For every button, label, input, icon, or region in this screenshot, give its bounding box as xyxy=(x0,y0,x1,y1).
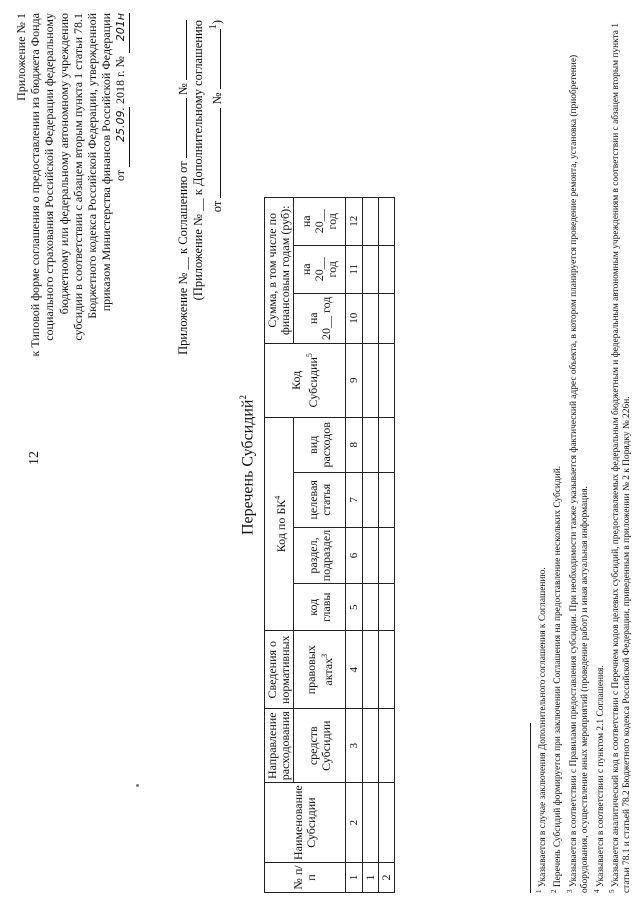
ref-text: Приложение № __ к Соглашению от xyxy=(176,161,190,355)
table-cell xyxy=(363,709,379,783)
footnote xyxy=(592,13,607,893)
footnote-ref: 5 xyxy=(305,353,314,358)
column-number: 1 xyxy=(346,863,363,893)
ref-text: № xyxy=(176,83,190,96)
col-sum-year xyxy=(294,245,346,293)
ref-line-2: (Приложение № __ к Дополнительному соглашению xyxy=(191,20,205,301)
header-row xyxy=(265,197,294,892)
footnote xyxy=(607,13,634,893)
footnote-number: 2 xyxy=(550,889,559,893)
subsidies-table xyxy=(264,197,395,893)
table-cell xyxy=(379,343,395,417)
footnote-number: 4 xyxy=(592,889,601,893)
table-cell xyxy=(379,197,395,245)
blank-field xyxy=(186,20,187,80)
table-cell xyxy=(363,197,379,245)
footnote xyxy=(565,13,592,893)
header-text: 20__ xyxy=(312,257,326,282)
footnote-number: 1 xyxy=(535,889,543,893)
handwritten-number: 201н xyxy=(114,13,129,53)
table-cell xyxy=(363,584,379,631)
col-code-header xyxy=(265,343,346,417)
column-number: 12 xyxy=(346,197,363,245)
table-cell xyxy=(363,343,379,417)
column-number: 8 xyxy=(346,417,363,472)
date-suffix: 2018 г. № xyxy=(113,56,128,105)
table-cell xyxy=(379,709,395,783)
col-name-header: Наименование Субсидии xyxy=(265,783,346,863)
col-sum-header: Сумма, в том числе по финансовым годам (руб): xyxy=(265,197,294,343)
blank-field xyxy=(220,29,221,89)
table-cell xyxy=(363,417,379,472)
annex-line: Приложение № 1 xyxy=(14,13,28,101)
table-cell xyxy=(363,527,379,583)
footnote xyxy=(534,13,549,893)
header-text: 20__ xyxy=(318,315,333,340)
row-number: 2 xyxy=(379,863,395,893)
col-bk-header xyxy=(265,417,294,630)
annex-line: субсидии в соответствии с абзацем вторым пункта 1 статьи 78.1 xyxy=(70,13,85,341)
page-number: 12 xyxy=(27,451,42,465)
footnote-text: Указывается в соответствии с Правилами предоставления субсидии. При необходимости также указывается фактический адрес объекта, в котором планируется проведение ремонта, установка (приобретение) оборудования, осуществление иных мероприятий (проведение работ) и иная актуальная информация. xyxy=(568,54,591,893)
footnote-ref: 4 xyxy=(272,495,282,500)
footnote-ref: 2 xyxy=(238,395,248,400)
row-number: 1 xyxy=(363,863,379,893)
column-number: 11 xyxy=(346,245,363,293)
column-number: 9 xyxy=(346,343,363,417)
footnote-ref: 3 xyxy=(319,653,329,658)
header-text: Код по БК xyxy=(273,499,288,553)
table-cell xyxy=(379,417,395,472)
col-bk-sub: целевая статья xyxy=(294,472,346,527)
column-number: 7 xyxy=(346,472,363,527)
header-text: на xyxy=(305,312,320,325)
footnote-text: Перечень Субсидий формируется при заключении Соглашения на предоставление нескольких Субсидий. xyxy=(553,465,564,888)
annex-header xyxy=(14,13,130,385)
ref-text: от xyxy=(210,200,225,213)
footnote xyxy=(549,13,564,893)
table-row xyxy=(363,197,379,892)
handwritten-date: 25.09. xyxy=(114,107,129,167)
header-text: 20__ xyxy=(312,209,326,234)
page-title xyxy=(238,395,257,535)
table-cell xyxy=(379,584,395,631)
column-number: 6 xyxy=(346,527,363,583)
column-number: 5 xyxy=(346,584,363,631)
header-text: на xyxy=(299,215,313,228)
scan-speck xyxy=(136,784,139,787)
header-text: на xyxy=(299,263,313,276)
header-text: Код Субсидии xyxy=(289,357,320,408)
blank-field xyxy=(186,98,187,158)
footnote-ref: 1 xyxy=(208,24,219,30)
ref-text: № xyxy=(210,92,225,105)
footnotes xyxy=(534,13,634,893)
annex-line: к Типовой форме соглашения о предоставлении из бюджета Фонда xyxy=(28,13,43,357)
footnote-text: Указывается аналитический код в соответствии с Перечнем кодов целевых субсидий, предоставляемых федеральным бюджетным и федеральным автономным учреждениям в соответствии с абзацем вторым пункта 1 статьи 78.1 и статьей 78.2 Бюджетного кодекса Российской Федерации, приведенным в приложении № 2 к Порядку № 226н. xyxy=(611,23,633,893)
date-prefix: от xyxy=(113,170,128,182)
annex-line: Бюджетного кодекса Российской Федерации, утвержденной xyxy=(85,13,100,319)
table-cell xyxy=(363,631,379,709)
table-cell xyxy=(363,245,379,293)
header-text: год xyxy=(318,296,333,313)
ref-line-3 xyxy=(206,20,225,360)
footnote-divider xyxy=(530,723,531,893)
table-cell xyxy=(363,293,379,343)
table-cell xyxy=(379,631,395,709)
table-cell xyxy=(363,472,379,527)
col-sum-year xyxy=(294,197,346,245)
col-bk-sub: код главы xyxy=(294,584,346,631)
column-number: 3 xyxy=(346,709,363,783)
column-numbering-row xyxy=(346,197,363,892)
table-cell xyxy=(379,245,395,293)
footnote-number: 5 xyxy=(607,889,616,893)
col-norm-sub xyxy=(294,631,346,709)
header-text: год xyxy=(325,261,339,278)
table-cell xyxy=(379,293,395,343)
annex-line: бюджетному или федеральному автономному учреждению xyxy=(56,13,71,315)
ref-text: ) xyxy=(210,20,225,25)
col-bk-sub: вид расходов xyxy=(294,417,346,472)
annex-date-line xyxy=(113,13,129,385)
col-number-header: № п/п xyxy=(265,863,346,893)
col-direction-header: Направление расходования xyxy=(265,709,294,783)
col-bk-sub: раздел, подраздел xyxy=(294,527,346,583)
column-number: 4 xyxy=(346,631,363,709)
ref-line-1 xyxy=(176,20,191,360)
column-number: 10 xyxy=(346,293,363,343)
col-direction-sub: средств Субсидии xyxy=(294,709,346,783)
col-sum-year xyxy=(294,293,346,343)
table-cell xyxy=(379,527,395,583)
footnote-text: Указывается в соответствии с пунктом 2.1 Соглашения. xyxy=(595,665,606,888)
header-text: год xyxy=(325,213,339,230)
annex-line: приказом Министерства финансов Российской Федерации xyxy=(99,13,114,312)
table-cell xyxy=(363,783,379,863)
table-cell xyxy=(379,472,395,527)
col-norm-header: Сведения о нормативных xyxy=(265,631,294,709)
footnote-text: Указывается в случае заключения Дополнительного соглашения к Соглашению. xyxy=(538,567,549,888)
blank-field xyxy=(220,108,221,198)
column-number: 2 xyxy=(346,783,363,863)
table-cell xyxy=(379,783,395,863)
header-text: правовых актах xyxy=(303,645,335,695)
table-row xyxy=(379,197,395,892)
annex-line: социального страхования Российской Федерации федеральному xyxy=(42,13,57,341)
agreement-reference xyxy=(176,20,225,360)
title-text: Перечень Субсидий xyxy=(239,399,257,535)
footnote-number: 3 xyxy=(565,889,574,893)
